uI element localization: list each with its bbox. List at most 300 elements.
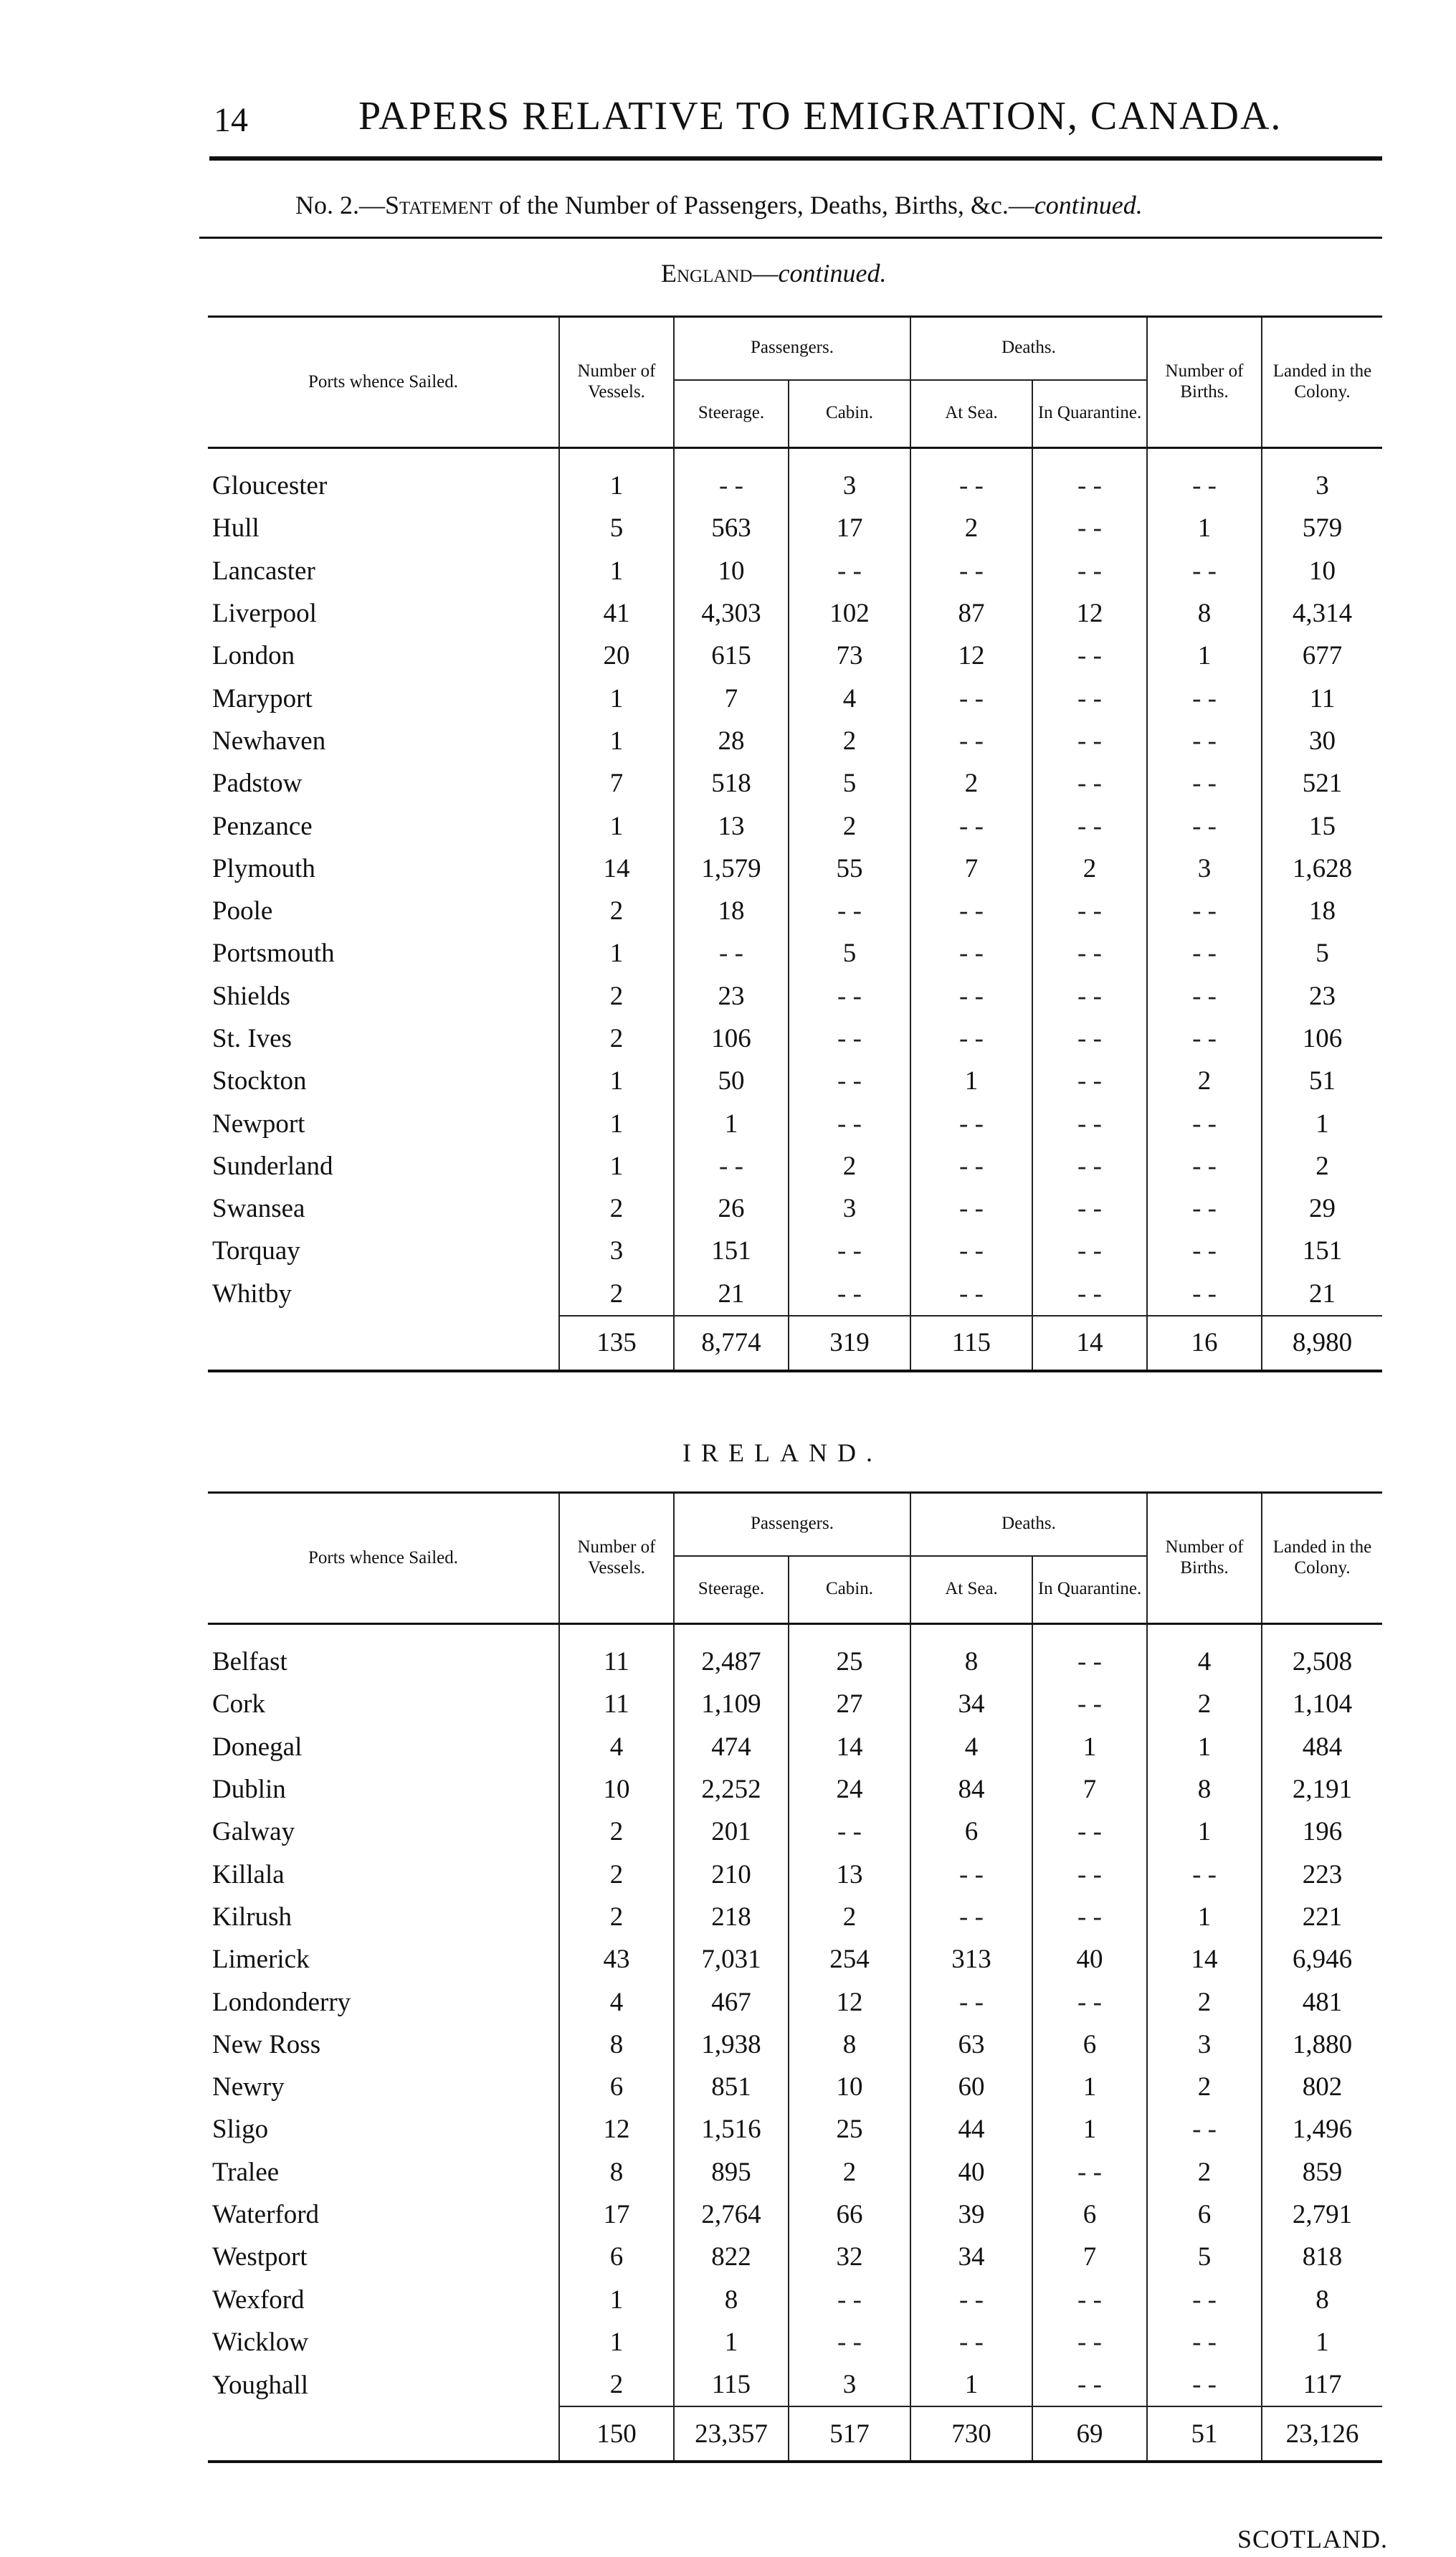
england-table [208,316,1382,1372]
table-row [208,2363,1382,2406]
at-sea-total: 115 [910,1316,1032,1371]
vessels-cell: 1 [559,1060,674,1102]
table-row [208,1230,1382,1272]
table-row [208,1683,1382,1725]
quarantine-cell: - - [1032,1683,1147,1725]
col-deaths-header: Deaths. [910,317,1147,380]
port-name-cell [208,1060,559,1102]
table-row [208,2024,1382,2066]
table-row [208,1938,1382,1980]
vessels-cell: 3 [559,1230,674,1272]
births-cell: 2 [1147,1980,1262,2023]
quarantine-cell: 2 [1032,848,1147,890]
quarantine-cell: 7 [1032,2236,1147,2278]
cabin-cell: 24 [789,1768,910,1811]
landed-cell: 151 [1262,1230,1382,1272]
landed-cell: 1 [1262,1102,1382,1144]
births-cell: 2 [1147,1683,1262,1725]
table-row [208,1145,1382,1187]
cabin-cell: 27 [789,1683,910,1725]
landed-cell: 2,791 [1262,2193,1382,2236]
port-name-cell [208,1811,559,1853]
at-sea-cell: 60 [910,2066,1032,2108]
landed-cell: 6,946 [1262,1938,1382,1980]
spacer-row [208,1624,1382,1641]
births-cell: 3 [1147,2024,1262,2066]
port-name-cell [208,2193,559,2236]
at-sea-cell: - - [910,1273,1032,1316]
steerage-cell: 2,487 [674,1641,789,1683]
port-name-cell [208,1187,559,1230]
table-row [208,1980,1382,2023]
table-row [208,1768,1382,1811]
steerage-cell: 4,303 [674,592,789,635]
cabin-cell: - - [789,1017,910,1060]
at-sea-cell: - - [910,1145,1032,1187]
at-sea-cell: 39 [910,2193,1032,2236]
steerage-cell: 615 [674,635,789,677]
table-row [208,2151,1382,2193]
port-name-cell [208,507,559,549]
landed-cell: 802 [1262,2066,1382,2108]
statement-separator: — [359,191,385,219]
at-sea-cell: 34 [910,1683,1032,1725]
port-name: Newport [212,1109,305,1139]
cabin-cell: 102 [789,592,910,635]
port-name-cell [208,2321,559,2363]
cabin-cell: 25 [789,2108,910,2150]
port-name-cell [208,2151,559,2193]
quarantine-cell: - - [1032,1811,1147,1853]
port-name-cell [208,2236,559,2278]
births-cell: - - [1147,1187,1262,1230]
steerage-cell: 8 [674,2278,789,2320]
table-row [208,465,1382,507]
vessels-cell: 2 [559,1187,674,1230]
section-title-england [661,258,887,288]
vessels-cell: 8 [559,2024,674,2066]
births-cell: - - [1147,550,1262,592]
statement-continued: continued. [1034,191,1143,219]
page-number: 14 [214,101,248,139]
port-name-cell [208,1853,559,1895]
port-name-cell [208,1230,559,1272]
port-name: Londonderry [212,1987,351,2017]
quarantine-cell: - - [1032,2151,1147,2193]
births-total: 51 [1147,2406,1262,2462]
quarantine-cell: 6 [1032,2024,1147,2066]
births-cell: - - [1147,2108,1262,2150]
landed-cell: 15 [1262,805,1382,847]
port-name: New Ross [212,2029,321,2059]
england-title-continued: continued. [778,259,887,288]
quarantine-cell: - - [1032,1145,1147,1187]
cabin-cell: 2 [789,1145,910,1187]
vessels-cell: 1 [559,805,674,847]
landed-cell: 859 [1262,2151,1382,2193]
births-cell: - - [1147,890,1262,932]
vessels-cell: 2 [559,1811,674,1853]
quarantine-cell: 1 [1032,2108,1147,2150]
births-cell: 14 [1147,1938,1262,1980]
quarantine-cell: - - [1032,932,1147,974]
at-sea-cell: 2 [910,507,1032,549]
at-sea-cell: - - [910,1017,1032,1060]
steerage-cell: 851 [674,2066,789,2108]
landed-cell: 1,104 [1262,1683,1382,1725]
port-name-cell [208,1273,559,1316]
at-sea-cell: 6 [910,1811,1032,1853]
port-name-cell [208,2363,559,2406]
statement-rule [199,237,1382,239]
port-name: Whitby [212,1279,292,1309]
port-name-cell [208,2024,559,2066]
col-vessels-header: Number of Vessels. [559,317,674,448]
steerage-cell: 563 [674,507,789,549]
table-row [208,1811,1382,1853]
statement-heading [295,190,1143,220]
table-row [208,550,1382,592]
port-name: Hull [212,513,260,544]
steerage-cell: 518 [674,762,789,805]
quarantine-cell: - - [1032,890,1147,932]
port-name: Youghall [212,2370,308,2400]
vessels-cell: 4 [559,1726,674,1768]
table-row [208,2066,1382,2108]
quarantine-cell: - - [1032,1896,1147,1938]
quarantine-cell: - - [1032,465,1147,507]
cabin-cell: 254 [789,1938,910,1980]
cabin-cell: 3 [789,1187,910,1230]
at-sea-cell: 2 [910,762,1032,805]
cabin-cell: 32 [789,2236,910,2278]
table-row [208,805,1382,847]
ireland-rows [208,1624,1382,2462]
port-name: Westport [212,2242,308,2272]
steerage-cell: - - [674,1145,789,1187]
port-name: Galway [212,1817,295,1847]
cabin-cell: - - [789,1102,910,1144]
table-row [208,1273,1382,1316]
landed-cell: 21 [1262,1273,1382,1316]
landed-cell: 5 [1262,932,1382,974]
table-row [208,1187,1382,1230]
quarantine-cell: - - [1032,2363,1147,2406]
births-cell: 1 [1147,635,1262,677]
port-name: Donegal [212,1732,303,1762]
col-deaths-header: Deaths. [910,1493,1147,1556]
cabin-cell: 10 [789,2066,910,2108]
landed-cell: 11 [1262,677,1382,719]
landed-cell: 221 [1262,1896,1382,1938]
cabin-cell: - - [789,1230,910,1272]
totals-row [208,1316,1382,1371]
landed-cell: 23 [1262,975,1382,1017]
births-cell: - - [1147,1853,1262,1895]
cabin-cell: 3 [789,2363,910,2406]
vessels-cell: 1 [559,677,674,719]
at-sea-cell: - - [910,1102,1032,1144]
cabin-cell: 13 [789,1853,910,1895]
port-name: Sunderland [212,1151,333,1181]
england-title-separator: — [752,259,779,288]
at-sea-cell: - - [910,975,1032,1017]
cabin-cell: 55 [789,848,910,890]
steerage-cell: 7,031 [674,1938,789,1980]
port-name: Killala [212,1859,285,1889]
vessels-cell: 1 [559,1145,674,1187]
vessels-cell: 41 [559,592,674,635]
england-rows [208,448,1382,1371]
at-sea-cell: 40 [910,2151,1032,2193]
steerage-total: 23,357 [674,2406,789,2462]
steerage-cell: 106 [674,1017,789,1060]
cabin-cell: 2 [789,2151,910,2193]
births-cell: 1 [1147,507,1262,549]
vessels-cell: 6 [559,2066,674,2108]
steerage-cell: 13 [674,805,789,847]
vessels-cell: 11 [559,1683,674,1725]
steerage-cell: 1 [674,2321,789,2363]
port-name: Dublin [212,1775,286,1805]
landed-cell: 2 [1262,1145,1382,1187]
steerage-cell: 822 [674,2236,789,2278]
port-name: Maryport [212,683,313,713]
vessels-cell: 1 [559,2321,674,2363]
table-row [208,2236,1382,2278]
port-name: Liverpool [212,599,317,629]
steerage-cell: 28 [674,720,789,762]
landed-cell: 117 [1262,2363,1382,2406]
vessels-cell: 12 [559,2108,674,2150]
landed-cell: 10 [1262,550,1382,592]
steerage-cell: 50 [674,1060,789,1102]
port-name: Wicklow [212,2327,309,2357]
landed-cell: 8 [1262,2278,1382,2320]
vessels-cell: 4 [559,1980,674,2023]
port-name: Kilrush [212,1902,292,1932]
at-sea-cell: 87 [910,592,1032,635]
table-row [208,2108,1382,2150]
cabin-cell: 2 [789,805,910,847]
port-name: Stockton [212,1066,307,1096]
landed-cell: 30 [1262,720,1382,762]
port-name: Waterford [212,2200,320,2229]
port-name-cell [208,592,559,635]
steerage-cell: 1,516 [674,2108,789,2150]
cabin-cell: 73 [789,635,910,677]
births-cell: 2 [1147,2066,1262,2108]
at-sea-cell: 44 [910,2108,1032,2150]
landed-cell: 1,880 [1262,2024,1382,2066]
vessels-cell: 14 [559,848,674,890]
cabin-cell: - - [789,1060,910,1102]
quarantine-cell: 1 [1032,2066,1147,2108]
col-landed-header: Landed in the Colony. [1262,317,1382,448]
cabin-cell: 66 [789,2193,910,2236]
at-sea-cell: 1 [910,2363,1032,2406]
landed-cell: 29 [1262,1187,1382,1230]
col-at-sea-header: At Sea. [910,380,1032,448]
vessels-cell: 2 [559,1896,674,1938]
port-name-cell [208,677,559,719]
section-title-ireland: IRELAND. [682,1438,882,1467]
steerage-cell: 218 [674,1896,789,1938]
table-row [208,592,1382,635]
quarantine-cell: 40 [1032,1938,1147,1980]
at-sea-cell: 7 [910,848,1032,890]
steerage-cell: 21 [674,1273,789,1316]
port-name-cell [208,1017,559,1060]
port-name: Limerick [212,1945,310,1975]
births-cell: - - [1147,1273,1262,1316]
col-quarantine-header: In Quarantine. [1032,380,1147,448]
quarantine-cell: - - [1032,1641,1147,1683]
port-name: Newry [212,2072,285,2102]
quarantine-cell: - - [1032,507,1147,549]
vessels-cell: 2 [559,1853,674,1895]
cabin-cell: - - [789,2321,910,2363]
landed-total: 8,980 [1262,1316,1382,1371]
landed-cell: 521 [1262,762,1382,805]
at-sea-cell: - - [910,805,1032,847]
port-name: Newhaven [212,726,326,756]
table-row [208,1853,1382,1895]
at-sea-cell: - - [910,1230,1032,1272]
steerage-cell: 115 [674,2363,789,2406]
at-sea-cell: - - [910,1896,1032,1938]
steerage-cell: 10 [674,550,789,592]
page-title: PAPERS RELATIVE TO EMIGRATION, CANADA. [358,94,1283,138]
landed-cell: 1 [1262,2321,1382,2363]
cabin-cell: 25 [789,1641,910,1683]
quarantine-cell: - - [1032,720,1147,762]
vessels-cell: 10 [559,1768,674,1811]
statement-number: No. 2. [295,191,359,219]
statement-separator-2: — [1008,191,1034,219]
vessels-cell: 20 [559,635,674,677]
quarantine-cell: - - [1032,1980,1147,2023]
births-cell: 8 [1147,592,1262,635]
col-steerage-header: Steerage. [674,380,789,448]
port-name-cell [208,550,559,592]
cabin-cell: 14 [789,1726,910,1768]
births-cell: - - [1147,2278,1262,2320]
vessels-cell: 1 [559,1102,674,1144]
quarantine-cell: - - [1032,550,1147,592]
vessels-cell: 8 [559,2151,674,2193]
port-name-cell [208,890,559,932]
steerage-cell: 210 [674,1853,789,1895]
steerage-cell: 1,579 [674,848,789,890]
cabin-cell: 4 [789,677,910,719]
steerage-cell: - - [674,465,789,507]
port-name-cell [208,1938,559,1980]
port-name-cell [208,975,559,1017]
births-cell: 5 [1147,2236,1262,2278]
table-row [208,1017,1382,1060]
births-cell: - - [1147,762,1262,805]
statement-text: of the Number of Passengers, Deaths, Births, &c. [492,191,1009,219]
quarantine-cell: - - [1032,1187,1147,1230]
quarantine-cell: 7 [1032,1768,1147,1811]
landed-cell: 2,508 [1262,1641,1382,1683]
table-row [208,1896,1382,1938]
steerage-cell: 1,109 [674,1683,789,1725]
statement-label: Statement [385,191,493,219]
landed-cell: 2,191 [1262,1768,1382,1811]
port-name-cell [208,762,559,805]
births-cell: 2 [1147,2151,1262,2193]
table-row [208,1060,1382,1102]
cabin-total: 517 [789,2406,910,2462]
births-cell: - - [1147,2321,1262,2363]
port-name: Portsmouth [212,939,335,969]
vessels-total: 135 [559,1316,674,1371]
totals-row [208,2406,1382,2462]
births-cell: - - [1147,677,1262,719]
landed-cell: 481 [1262,1980,1382,2023]
steerage-cell: 201 [674,1811,789,1853]
landed-cell: 4,314 [1262,592,1382,635]
port-name-cell [208,1641,559,1683]
steerage-cell: 151 [674,1230,789,1272]
ireland-table [208,1491,1382,2463]
births-cell: 4 [1147,1641,1262,1683]
table-row [208,762,1382,805]
cabin-cell: 2 [789,720,910,762]
quarantine-cell: - - [1032,1273,1147,1316]
port-name: Gloucester [212,471,328,501]
at-sea-total: 730 [910,2406,1032,2462]
cabin-cell: 2 [789,1896,910,1938]
table-row [208,1102,1382,1144]
landed-cell: 196 [1262,1811,1382,1853]
vessels-cell: 1 [559,465,674,507]
steerage-cell: 467 [674,1980,789,2023]
at-sea-cell: - - [910,2278,1032,2320]
vessels-cell: 1 [559,932,674,974]
births-cell: 8 [1147,1768,1262,1811]
at-sea-cell: - - [910,890,1032,932]
col-passengers-header: Passengers. [674,317,910,380]
port-name-cell [208,805,559,847]
at-sea-cell: 12 [910,635,1032,677]
col-passengers-header: Passengers. [674,1493,910,1556]
at-sea-cell: 1 [910,1060,1032,1102]
births-cell: - - [1147,1102,1262,1144]
quarantine-cell: 12 [1032,592,1147,635]
steerage-cell: 23 [674,975,789,1017]
quarantine-cell: - - [1032,975,1147,1017]
port-name-cell [208,1102,559,1144]
port-name-cell [208,2066,559,2108]
port-name: Lancaster [212,556,315,586]
steerage-cell: 895 [674,2151,789,2193]
port-name: Cork [212,1689,265,1719]
table-row [208,2278,1382,2320]
at-sea-cell: 34 [910,2236,1032,2278]
steerage-cell: 2,764 [674,2193,789,2236]
quarantine-cell: - - [1032,805,1147,847]
col-births-header: Number of Births. [1147,317,1262,448]
vessels-cell: 17 [559,2193,674,2236]
table-row [208,720,1382,762]
births-total: 16 [1147,1316,1262,1371]
col-cabin-header: Cabin. [789,1556,910,1624]
births-cell: - - [1147,975,1262,1017]
vessels-total: 150 [559,2406,674,2462]
